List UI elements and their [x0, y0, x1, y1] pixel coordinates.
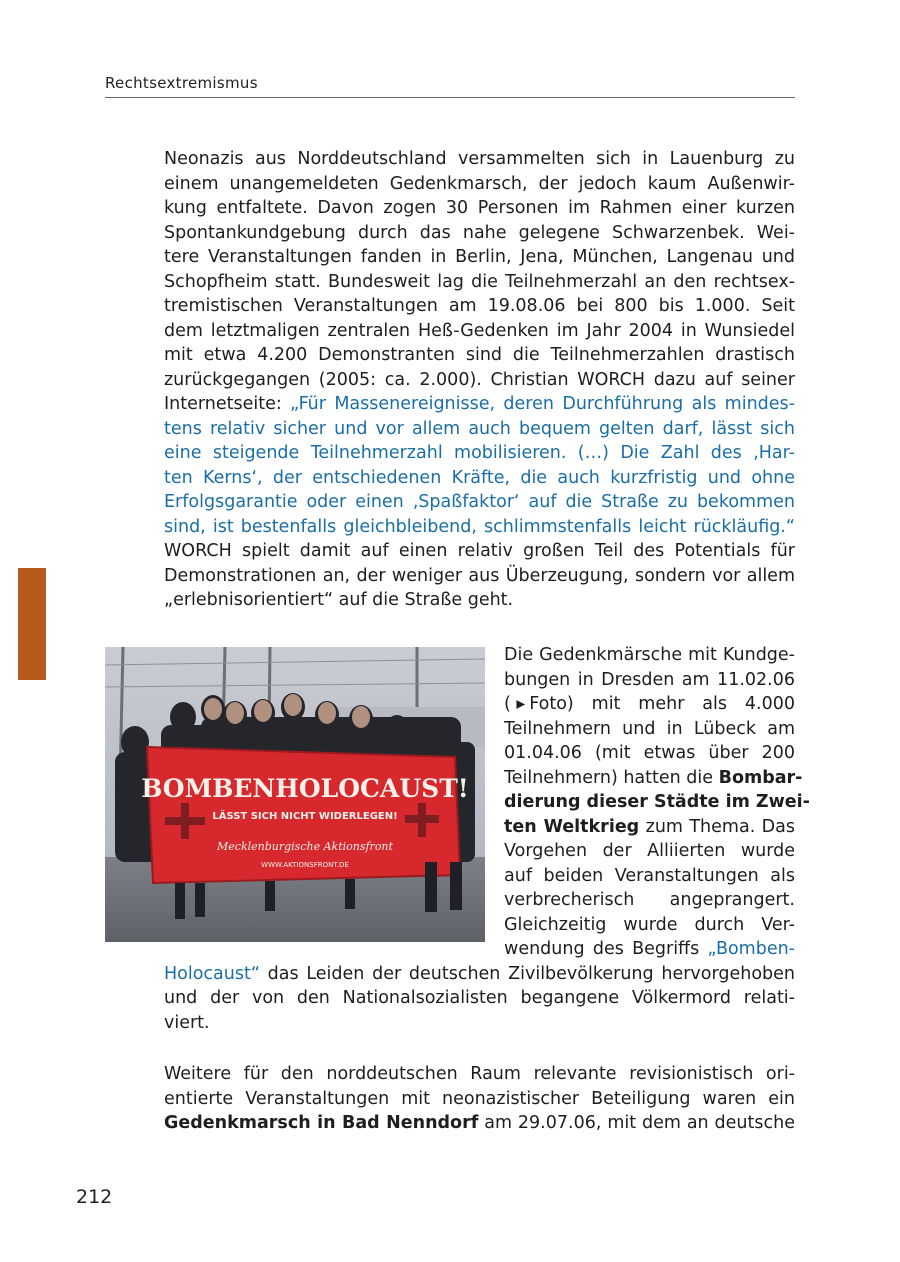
body-text-line: bungen in Dresden am 11.02.06	[504, 669, 795, 690]
bold-text: dierung dieser Städte im Zwei-	[504, 792, 810, 812]
highlighted-term: „Bomben-	[707, 939, 795, 959]
body-text-line: Die Gedenkmärsche mit Kundge-	[504, 645, 795, 665]
body-text-line: Spontankundgebung durch das nahe gelegene Schwarzenbek. Wei-	[164, 222, 795, 243]
quote-intro: Internetseite:	[164, 394, 291, 414]
arrow-icon: ▸	[516, 694, 526, 714]
body-text-line	[164, 392, 795, 417]
body-text-line: Teilnehmern und in Lübeck am	[504, 718, 795, 739]
body-text-line: einem unangemeldeten Gedenkmarsch, der jedoch kaum Außenwir-	[164, 173, 795, 194]
body-text-line: Gleichzeitig wurde durch Ver-	[504, 914, 795, 935]
running-header: Rechtsextremismus	[105, 74, 795, 98]
bold-text: Bombar-	[718, 767, 803, 788]
body-text-line: kung entfaltete. Davon zogen 30 Personen im Rahmen einer kurzen	[164, 198, 795, 218]
body-text-line	[504, 937, 795, 962]
body-text-line: „erlebnisorientiert“ auf die Straße geht.	[164, 590, 514, 610]
text-span: am 29.07.06, mit dem an deutsche	[478, 1113, 795, 1133]
body-text-line: auf beiden Veranstaltungen als	[504, 865, 795, 886]
quote-text-line: ten Kerns‘, der entschiedenen Kräfte, die auch kurzfristig und ohne	[164, 467, 795, 488]
body-text-line	[504, 790, 810, 815]
body-text-line: Neonazis aus Norddeutschland versammelten sich in Lauenburg zu	[164, 149, 795, 169]
banner-text: BOMBENHOLOCAUST!	[141, 774, 469, 803]
body-text-line: verbrecherisch angeprangert.	[504, 890, 795, 910]
body-text-line: zurückgegangen (2005: ca. 2.000). Christian WORCH dazu auf seiner	[164, 369, 795, 390]
text-span: wendung des Begriffs	[504, 939, 708, 959]
body-text-line	[504, 815, 795, 840]
body-text-line	[504, 692, 795, 717]
body-text-line: entierte Veranstaltungen mit neonazistischer Beteiligung waren ein	[164, 1088, 795, 1109]
banner-text: Mecklenburgische Aktionsfront	[217, 840, 393, 853]
open-paren: (	[504, 694, 511, 714]
highlighted-term: Holocaust“	[164, 963, 260, 984]
body-text-line	[164, 1111, 795, 1136]
body-text-line: und der von den Nationalsozialisten begangene Völkermord relati-	[164, 988, 795, 1008]
chapter-color-tab	[18, 568, 46, 680]
body-text-line	[504, 766, 803, 791]
bold-text: Gedenkmarsch in Bad Nenndorf	[164, 1113, 479, 1133]
bold-text: ten Weltkrieg	[504, 816, 640, 837]
body-text-line: tere Veranstaltungen fanden in Berlin, Jena, München, Langenau und	[164, 247, 795, 267]
text-span: das Leiden der deutschen Zivilbevölkerung hervorgehoben	[259, 963, 795, 984]
body-text-line: viert.	[164, 1012, 210, 1033]
quote-text-line: tens relativ sicher und vor allem auch bequem gelten darf, lässt sich	[164, 418, 795, 439]
body-text-line: Demonstrationen an, der weniger aus Überzeugung, sondern vor allem	[164, 565, 795, 586]
quote-text-line: eine steigende Teilnehmerzahl mobilisieren. (…) Die Zahl des ‚Har-	[164, 443, 795, 463]
quote-text-line: sind, ist bestenfalls gleichbleibend, schlimmstenfalls leicht rückläufig.“	[164, 516, 795, 537]
demonstration-photo	[105, 647, 485, 942]
body-text-line: mit etwa 4.200 Demonstranten sind die Teilnehmerzahlen drastisch	[164, 345, 795, 365]
quote-text: „Für Massenereignisse, deren Durchführung als mindes-	[290, 394, 795, 414]
photo-reference: Foto) mit mehr als 4.000	[529, 694, 795, 714]
body-text-line: dem letztmaligen zentralen Heß-Gedenken im Jahr 2004 in Wunsiedel	[164, 320, 795, 341]
body-text-line: tremistischen Veranstaltungen am 19.08.06 bei 800 bis 1.000. Seit	[164, 296, 795, 316]
text-span: zum Thema. Das	[639, 816, 795, 837]
body-text-line: Weitere für den norddeutschen Raum relevante revisionistisch ori-	[164, 1064, 795, 1084]
body-text-line: 01.04.06 (mit etwas über 200	[504, 743, 795, 763]
banner-text: LÄSST SICH NICHT WIDERLEGEN!	[212, 811, 398, 822]
text-span: Teilnehmern) hatten die	[504, 767, 719, 788]
banner-text: WWW.AKTIONSFRONT.DE	[261, 861, 349, 869]
body-text-line: Vorgehen der Alliierten wurde	[504, 841, 795, 861]
body-text-line: Schopfheim statt. Bundesweit lag die Teilnehmerzahl an den rechtsex-	[164, 271, 795, 292]
body-text-line: WORCH spielt damit auf einen relativ großen Teil des Potentials für	[164, 541, 795, 561]
page-number: 212	[76, 1186, 113, 1208]
body-text-line	[164, 962, 795, 987]
quote-text-line: Erfolgsgarantie oder einen ‚Spaßfaktor‘ auf die Straße zu bekommen	[164, 492, 795, 512]
